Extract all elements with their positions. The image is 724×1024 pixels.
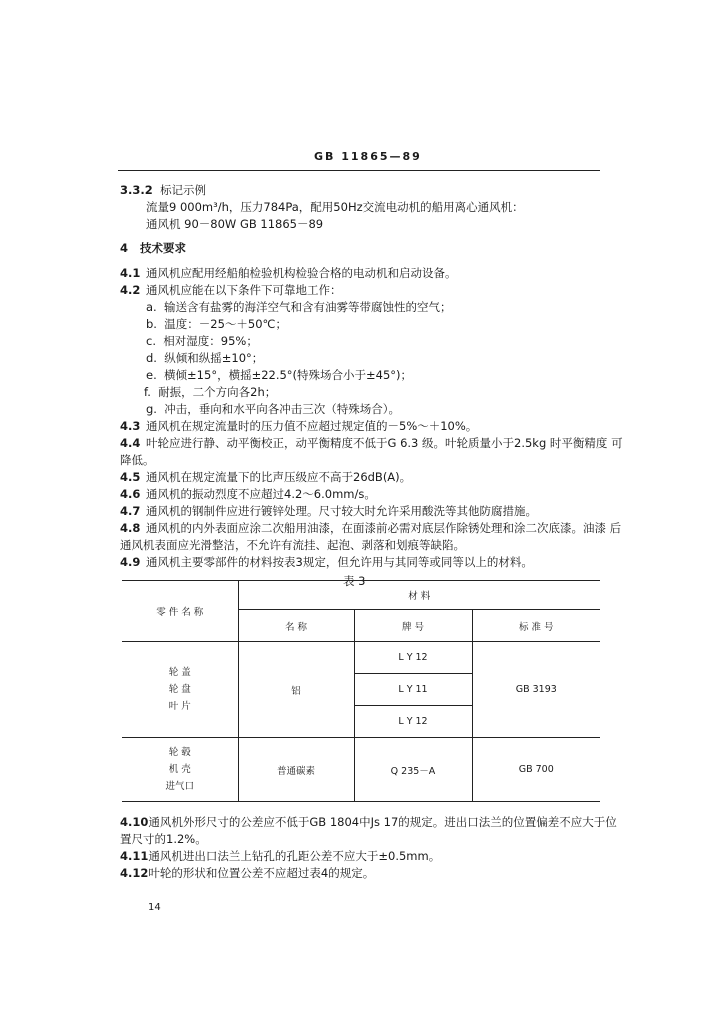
clause-4-8: 4.8 通风机的内外表面应涂二次船用油漆，在面漆前必需对底层作除锈处理和涂二次底漆。油漆 后 [120,521,622,535]
part-casing: 机 壳 [168,764,191,775]
row2-parts [122,738,238,802]
row2-material-name: 普通碳素 [238,738,354,802]
clause-4-7: 4.7 通风机的钢制件应进行镀锌处理。尺寸较大时允许采用酸洗等其他防腐措施。 [120,504,537,518]
clause-4-6: 4.6 通风机的振动烈度不应超过4.2～6.0mm/s。 [120,487,376,501]
material-table [122,580,600,802]
header-material: 材 料 [238,581,600,610]
part-wheel-cover: 轮 盖 [168,667,191,678]
item-c: c. 相对湿度：95%； [146,334,258,348]
item-d: d. 纵倾和纵摇±10°； [146,351,264,365]
page-number: 14 [148,902,161,913]
clause-4-4-cont: 降低。 [120,453,155,467]
item-b: b. 温度：－25～＋50℃； [146,317,287,331]
row1-parts [122,642,238,738]
clause-4-12: 4.12叶轮的形状和位置公差不应超过表4的规定。 [120,866,375,880]
part-blade: 叶 片 [168,701,191,712]
row2-grade: Q 235－A [354,738,472,802]
example-line-1: 流量9 000m³/h，压力784Pa，配用50Hz交流电动机的船用离心通风机： [146,200,524,214]
example-line-2: 通风机 90－80W GB 11865－89 [146,217,324,231]
clause-4-11: 4.11通风机进出口法兰上钻孔的孔距公差不应大于±0.5mm。 [120,849,441,863]
table-caption: 表 3 [343,574,366,588]
item-e: e. 横倾±15°，横摇±22.5°(特殊场合小于±45°)； [146,368,413,382]
clause-4-8-cont: 通风机表面应光滑整洁，不允许有流挂、起泡、剥落和划痕等缺陷。 [120,538,465,552]
part-wheel-disc: 轮 盘 [168,684,191,695]
row1-material-name: 铝 [238,642,354,738]
clause-4-2: 4.2 通风机应能在以下条件下可靠地工作： [120,283,342,297]
clause-4-10-cont: 置尺寸的1.2%。 [120,832,207,846]
header-material-name: 名 称 [238,610,354,642]
header-standard: 标 准 号 [472,610,600,642]
clause-4-5: 4.5 通风机在规定流量下的比声压级应不高于26dB(A)。 [120,470,412,484]
row1-grade-3: L Y 12 [354,706,472,738]
header-part-name: 零 件 名 称 [122,581,238,642]
row1-standard: GB 3193 [472,642,600,738]
row1-grade-2: L Y 11 [354,674,472,706]
clause-4-4: 4.4 叶轮应进行静、动平衡校正，动平衡精度不低于G 6.3 级。叶轮质量小于2.5kg 时平衡精度 可 [120,436,623,450]
part-inlet: 进气口 [165,781,194,792]
row1-grade-1: L Y 12 [354,642,472,674]
clause-4-1: 4.1 通风机应配用经船舶检验机构检验合格的电动机和启动设备。 [120,266,457,280]
clause-4-9: 4.9 通风机主要零部件的材料按表3规定，但允许用与其同等或同等以上的材料。 [120,555,533,569]
clause-4-3: 4.3 通风机在规定流量时的压力值不应超过规定值的－5%～＋10%。 [120,419,478,433]
row2-standard: GB 700 [472,738,600,802]
item-a: a. 输送含有盐雾的海洋空气和含有油雾等带腐蚀性的空气； [146,300,452,314]
header-grade: 牌 号 [354,610,472,642]
clause-4-10: 4.10通风机外形尺寸的公差应不低于GB 1804中Js 17的规定。进出口法兰的位置偏差不应大于位 [120,815,617,829]
section-4-heading: 4 技术要求 [120,241,187,255]
section-3-3-2: 3.3.2 标记示例 [120,183,207,197]
item-f: f. 耐振，二个方向各2h； [144,385,277,399]
part-hub: 轮 毂 [168,747,191,758]
item-g: g. 冲击，垂向和水平向各冲击三次（特殊场合）。 [146,402,401,416]
standard-number: GB 11865—89 [314,150,422,163]
header-rule [118,170,600,171]
